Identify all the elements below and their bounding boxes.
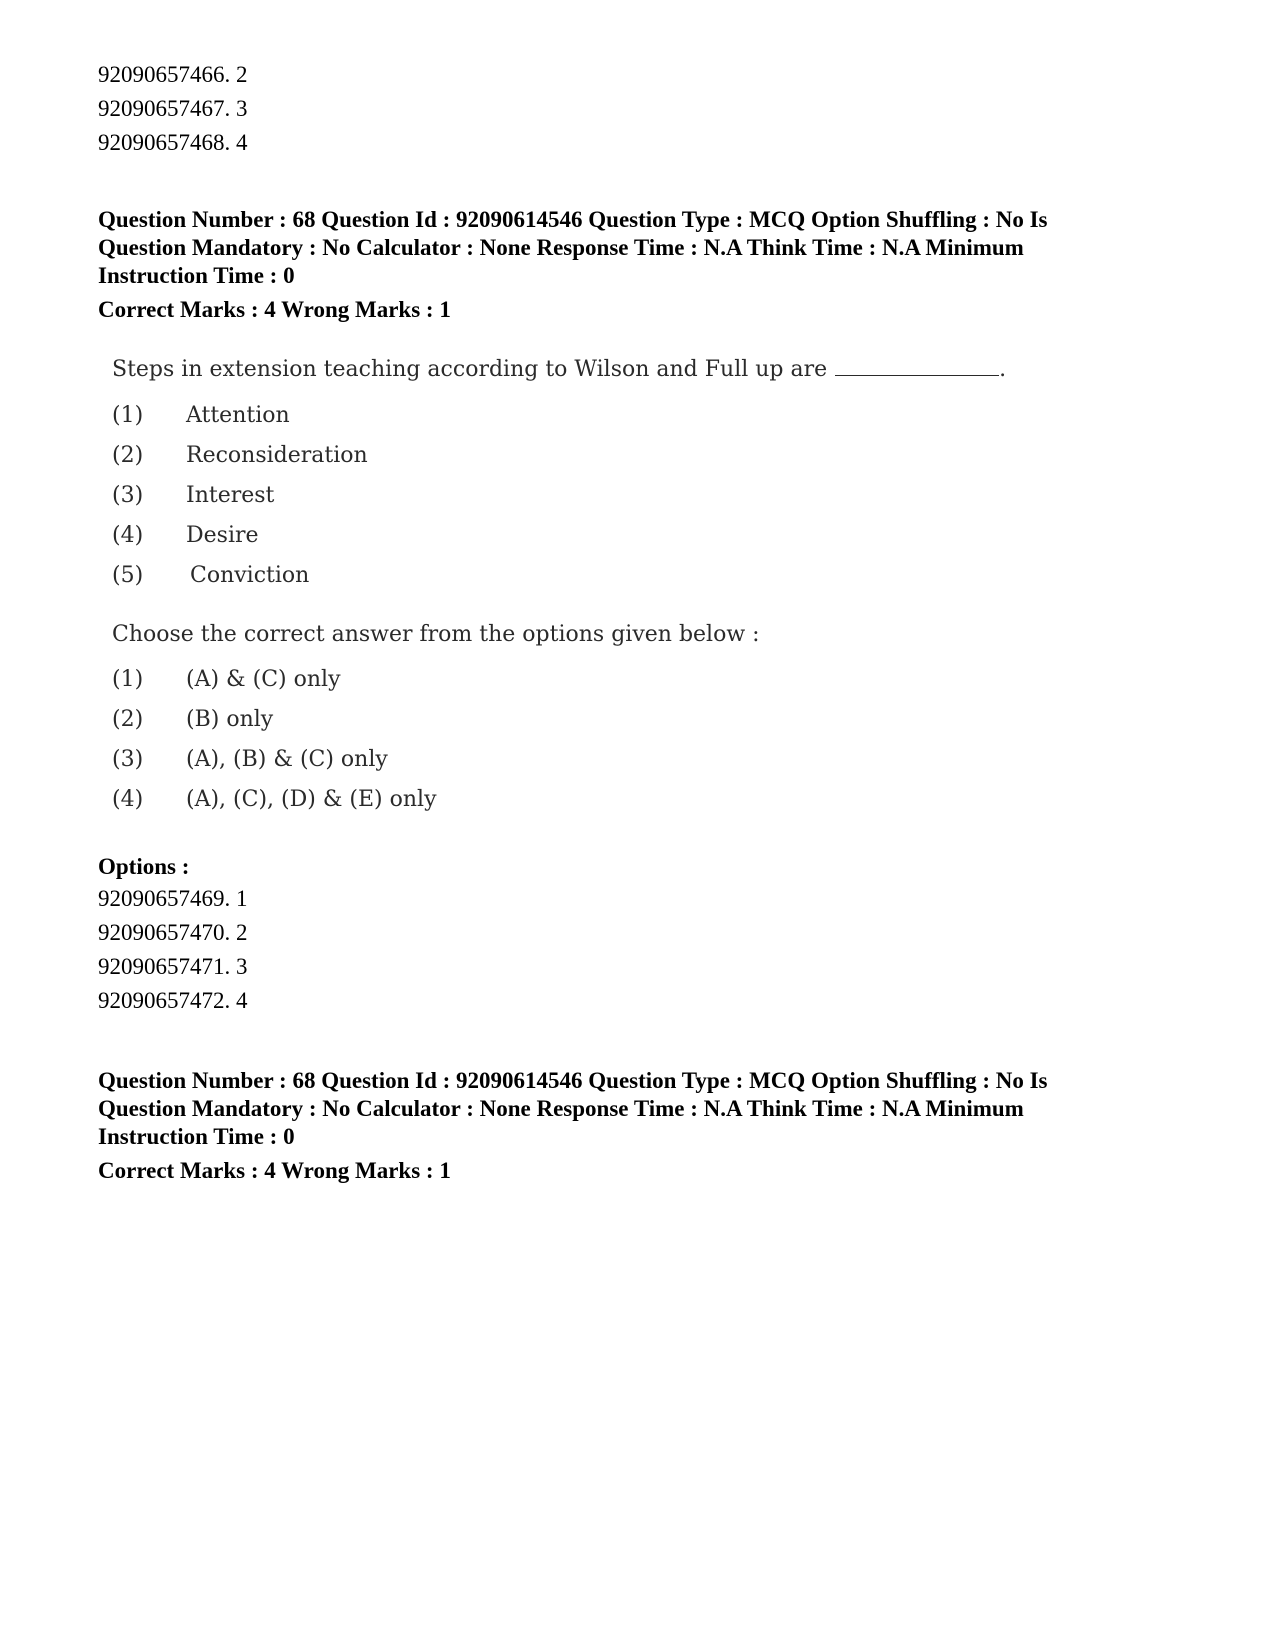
steps-list bbox=[112, 396, 1072, 596]
choice-text: (A), (B) & (C) only bbox=[186, 747, 388, 772]
list-item bbox=[112, 436, 1072, 476]
choice-text: (A), (C), (D) & (E) only bbox=[186, 787, 437, 812]
choice-text: (B) only bbox=[186, 707, 274, 732]
choice-number: (3) bbox=[112, 747, 144, 772]
option-line: 92090657467. 3 bbox=[98, 96, 248, 121]
meta-line: Question Number : 68 Question Id : 92090614546 Question Type : MCQ Option Shuffling : No Is bbox=[98, 1068, 1048, 1093]
question-stem-end: . bbox=[999, 357, 1007, 382]
meta-line: Instruction Time : 0 bbox=[98, 263, 295, 288]
option-line: 92090657469. 1 bbox=[98, 886, 248, 911]
item-text: Desire bbox=[186, 523, 259, 548]
choice-text: (A) & (C) only bbox=[186, 667, 341, 692]
choice-number: (1) bbox=[112, 667, 144, 692]
option-line: 92090657470. 2 bbox=[98, 920, 248, 945]
options-list bbox=[98, 882, 248, 1018]
question-meta bbox=[98, 206, 1178, 324]
item-text: Attention bbox=[186, 403, 290, 428]
item-text: Reconsideration bbox=[186, 443, 368, 468]
answer-choice bbox=[112, 660, 1072, 700]
list-item bbox=[112, 556, 1072, 596]
marks-line: Correct Marks : 4 Wrong Marks : 1 bbox=[98, 297, 451, 322]
choice-number: (2) bbox=[112, 707, 144, 732]
marks-line: Correct Marks : 4 Wrong Marks : 1 bbox=[98, 1158, 451, 1183]
meta-line: Question Number : 68 Question Id : 92090614546 Question Type : MCQ Option Shuffling : No Is bbox=[98, 207, 1048, 232]
list-item bbox=[112, 476, 1072, 516]
item-text: Interest bbox=[186, 483, 275, 508]
question-body bbox=[112, 350, 1072, 820]
question-stem-text: Steps in extension teaching according to Wilson and Full up are bbox=[112, 357, 828, 382]
option-line: 92090657466. 2 bbox=[98, 62, 248, 87]
question-stem bbox=[112, 350, 1072, 390]
choose-instruction: Choose the correct answer from the options given below : bbox=[112, 622, 760, 647]
item-number: (3) bbox=[112, 483, 144, 508]
item-number: (1) bbox=[112, 403, 144, 428]
item-number: (4) bbox=[112, 523, 144, 548]
answer-choice bbox=[112, 780, 1072, 820]
option-line: 92090657472. 4 bbox=[98, 988, 248, 1013]
choice-number: (4) bbox=[112, 787, 144, 812]
item-number: (2) bbox=[112, 443, 144, 468]
options-label: Options : bbox=[98, 854, 190, 879]
list-item bbox=[112, 396, 1072, 436]
meta-line: Question Mandatory : No Calculator : None Response Time : N.A Think Time : N.A Minimum bbox=[98, 1096, 1024, 1121]
answer-choice bbox=[112, 700, 1072, 740]
option-line: 92090657471. 3 bbox=[98, 954, 248, 979]
item-text: Conviction bbox=[190, 563, 310, 588]
item-number: (5) bbox=[112, 563, 144, 588]
previous-options-list bbox=[98, 58, 248, 160]
meta-line: Question Mandatory : No Calculator : None Response Time : N.A Think Time : N.A Minimum bbox=[98, 235, 1024, 260]
answer-choices-list bbox=[112, 660, 1072, 820]
fill-in-blank bbox=[835, 351, 999, 376]
answer-choice bbox=[112, 740, 1072, 780]
list-item bbox=[112, 516, 1072, 556]
option-line: 92090657468. 4 bbox=[98, 130, 248, 155]
meta-line: Instruction Time : 0 bbox=[98, 1124, 295, 1149]
question-meta bbox=[98, 1067, 1178, 1185]
